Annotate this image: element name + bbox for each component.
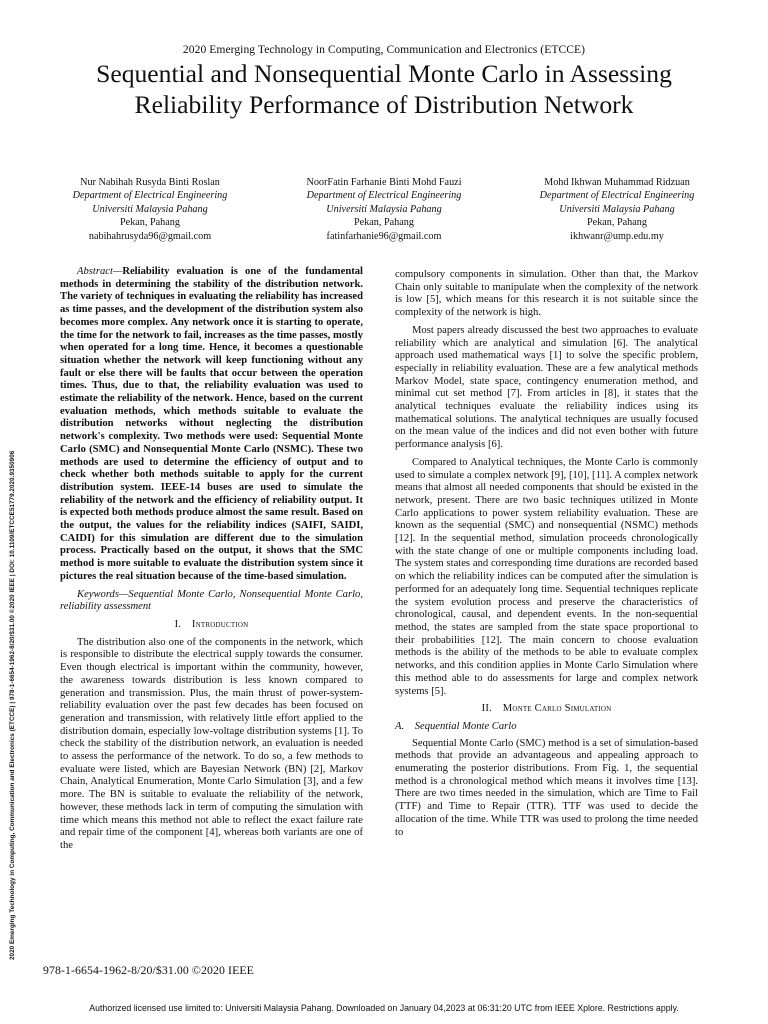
paragraph-sequential: Sequential Monte Carlo (SMC) method is a set of simulation-based methods that provide an advantageous and appealing approach to enumerating the posterior distributions. From Fig. 1, the sequential method is a chronological method which means it involves time [13]. There are two times needed in the simulation, which are Time to Fail (TTF) and Time to Repair (TTR). TTF was used to decide the allocation of the time. While TTR was used to prolong the time needed to	[395, 737, 698, 838]
author-name: Mohd Ikhwan Muhammad Ridzuan	[544, 177, 690, 188]
continued-paragraph: compulsory components in simulation. Other than that, the Markov Chain only suitable to manipulate when the complexity of the network is low [5], which means for this research it is not suitable since the complexity of the network is high.	[395, 269, 698, 319]
author-department: Department of Electrical Engineering	[539, 190, 695, 202]
right-column	[395, 269, 698, 844]
author-block-1	[30, 176, 270, 243]
subsection-heading-sequential: A. Sequential Monte Carlo	[395, 720, 517, 732]
paragraph-analytical: Most papers already discussed the best two approaches to evaluate reliability which are analytical and simulation [6]. The analytical approach used mathematical ways [1] to solve the specific problem, especially in reliability evaluation. These are a few analytical methods Markov Model, state space, contingency enumeration method, and minimal cut set method [7]. From articles in [8], it states that the analytical techniques evaluate the reliability indices using its mathematical solutions. The analytical techniques are usually focused on the mean value of the indices and did not even bother with future performance analysis [6].	[395, 324, 698, 451]
abstract	[60, 266, 363, 584]
section-heading-monte-carlo-simulation: II. Monte Carlo Simulation	[481, 703, 612, 715]
author-name: NoorFatin Farhanie Binti Mohd Fauzi	[306, 177, 462, 188]
paper-title: Sequential and Nonsequential Monte Carlo in Assessing Reliability Performance of Distribution Network	[96, 59, 672, 119]
side-citation-strip: 2020 Emerging Technology in Computing, Communication and Electronics (ETCCE) | 978-1-6654-1962-8/20/$31.00 ©2020 IEEE | DOI: 10.1109/ETCCE51779.2020.9350906	[9, 450, 16, 960]
footer-isbn: 978-1-6654-1962-8/20/$31.00 ©2020 IEEE	[43, 963, 254, 977]
author-email[interactable]: ikhwanr@ump.edu.my	[570, 230, 664, 242]
conference-name: 2020 Emerging Technology in Computing, Communication and Electronics (ETCCE)	[182, 43, 586, 56]
author-block-2	[264, 176, 504, 243]
left-column	[60, 266, 363, 858]
keywords: Keywords—Sequential Monte Carlo, Nonsequential Monte Carlo, reliability assessment	[60, 588, 363, 613]
author-department: Department of Electrical Engineering	[306, 190, 462, 202]
author-department: Department of Electrical Engineering	[72, 190, 228, 202]
author-email[interactable]: fatinfarhanie96@gmail.com	[326, 230, 442, 242]
author-university: Universiti Malaysia Pahang	[559, 203, 675, 215]
author-email[interactable]: nabihahrusyda96@gmail.com	[88, 230, 212, 242]
abstract-lead: Abstract—	[77, 266, 123, 277]
author-city: Pekan, Pahang	[354, 217, 414, 229]
author-block-3	[497, 176, 737, 243]
section-heading-introduction: I. Introduction	[174, 618, 249, 630]
author-city: Pekan, Pahang	[587, 217, 647, 229]
license-notice: Authorized licensed use limited to: Universiti Malaysia Pahang. Downloaded on January 04,2023 at 06:31:20 UTC from IEEE Xplore. Restrictions apply.	[89, 1003, 679, 1013]
author-university: Universiti Malaysia Pahang	[92, 203, 208, 215]
author-name: Nur Nabihah Rusyda Binti Roslan	[80, 177, 220, 188]
author-university: Universiti Malaysia Pahang	[326, 203, 442, 215]
author-city: Pekan, Pahang	[120, 217, 180, 229]
paragraph-monte-carlo: Compared to Analytical techniques, the Monte Carlo is commonly used to simulate a complex network [9], [10], [11]. A complex network means that almost all needed components that should be existed in the network, present. There are two basic techniques utilized in Monte Carlo applications to power system reliability evaluation. These are known as the sequential (SMC) and nonsequential (NSMC) methods [12]. In the sequential method, simulation proceeds chronologically with the state change of one or multiple components including load. The system states and corresponding time durations are recorded based on which the reliability indices can be computed after the simulation is performed for an adequately long time. Sequential techniques replicate the system evolution process and preserve the characteristics of chronological, causal, and dependent events. In the non-sequential method, the states are sampled from the state space proportional to their probabilities [12]. The main concern to choose evaluation methods is the ability of the methods to be able to evaluate complex networks, and this condition applies in Monte Carlo Simulation where this method able to do assessments for large and complex network systems [5].	[395, 456, 698, 697]
intro-paragraph: The distribution also one of the components in the network, which is responsible to distribute the electrical supply towards the consumer. Even though electrical is important within the community, however, the awareness towards distribution is less known compared to generation and transmission. Plus, the main thrust of power-system-reliability evaluation over the past few decades has been focused on generation and transmission, with relatively little effort applied to the distribution domain, especially low-voltage distribution systems [1]. To check the stability of the distribution network, an evaluation is needed to assess the performance of the network. To do so, a few methods to evaluate were listed, which are Bayesian Network (BN) [2], Markov Chain, Analytical Enumeration, Monte Carlo Simulation [3], and a few more. The BN is suitable to evaluate the reliability of the network, however, these methods lack in term of computing the simulation with time which means this method not able to reflect the exact failure rate and repair time of the component [4], whereas both variants are one of the	[60, 636, 364, 851]
abstract-text: Reliability evaluation is one of the fundamental methods in determining the stability of the distribution network. The variety of techniques in evaluating the reliability has increased as time passes, and the development of the distribution system also becomes more complex. Any network once it is starting to operate, the time for the network to fail, increases as the time passes, mostly when operated for a long time. Hence, it becomes a questionable situation whether the network will keep functioning without any fault or else there will be faults that occur between the operation times. Thus, due to that, the reliability evaluation was used to estimate the reliability of the network. Hence, based on the current evaluation methods, which methods suitable to evaluate the distribution networks without neglecting the distribution network's complexity. Two methods were used: Sequential Monte Carlo (SMC) and Nonsequential Monte Carlo (NSMC). These two methods are used to determine the efficiency of output and to check whether both methods suitable to apply for the current distribution system. IEEE-14 buses are used to simulate the reliability of the network and the efficiency of reliability output. It is expected both methods produce almost the same result. Based on the output, the values for the reliability indices (SAIFI, SAIDI, CAIDI) for this simulation are different due to the simulation process. Practically based on the output, it shows that the SMC method is more suitable to evaluate the distribution system since it pictures the real situation because of the time-based simulation.	[60, 266, 363, 582]
